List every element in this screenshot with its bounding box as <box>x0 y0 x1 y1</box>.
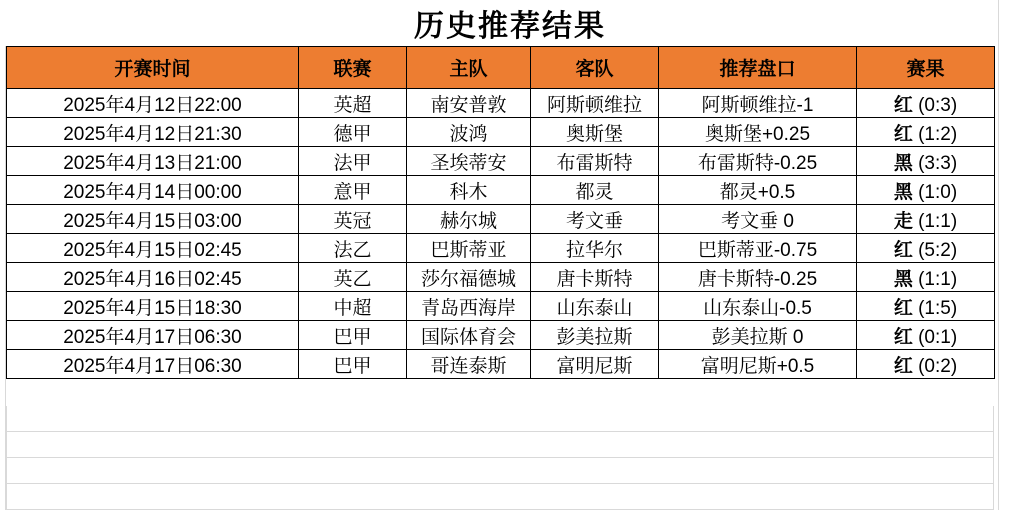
column-header-league: 联赛 <box>299 47 407 89</box>
result-score: (0:3) <box>918 94 958 116</box>
cell-result <box>857 234 995 263</box>
cell-away-team: 富明尼斯 <box>531 350 659 379</box>
bottom-margin <box>0 510 1020 514</box>
table-row <box>7 118 995 147</box>
cell-away-team: 彭美拉斯 <box>531 321 659 350</box>
history-results-table <box>6 46 995 379</box>
cell-league: 中超 <box>299 292 407 321</box>
cell-league: 英超 <box>299 89 407 118</box>
cell-result <box>857 263 995 292</box>
cell-league: 英乙 <box>299 263 407 292</box>
cell-result <box>857 147 995 176</box>
cell-home-team: 哥连泰斯 <box>407 350 531 379</box>
cell-line: 考文垂 0 <box>659 205 857 234</box>
result-score: (0:1) <box>918 326 958 348</box>
cell-home-team: 圣埃蒂安 <box>407 147 531 176</box>
cell-away-team: 唐卡斯特 <box>531 263 659 292</box>
table-row <box>7 350 995 379</box>
result-label: 红 <box>893 123 913 145</box>
cell-home-team: 国际体育会 <box>407 321 531 350</box>
cell-league: 德甲 <box>299 118 407 147</box>
cell-league: 法乙 <box>299 234 407 263</box>
empty-row <box>7 432 993 458</box>
cell-result <box>857 89 995 118</box>
cell-time: 2025年4月13日21:00 <box>7 147 299 176</box>
cell-away-team: 奥斯堡 <box>531 118 659 147</box>
cell-line: 唐卡斯特-0.25 <box>659 263 857 292</box>
cell-league: 意甲 <box>299 176 407 205</box>
table-row <box>7 263 995 292</box>
table-row <box>7 292 995 321</box>
column-header-away-team: 客队 <box>531 47 659 89</box>
column-header-home-team: 主队 <box>407 47 531 89</box>
cell-league: 英冠 <box>299 205 407 234</box>
cell-time: 2025年4月17日06:30 <box>7 350 299 379</box>
table-row <box>7 321 995 350</box>
cell-home-team: 莎尔福德城 <box>407 263 531 292</box>
table-row <box>7 234 995 263</box>
result-score: (5:2) <box>918 239 958 261</box>
cell-away-team: 阿斯顿维拉 <box>531 89 659 118</box>
cell-line: 巴斯蒂亚-0.75 <box>659 234 857 263</box>
title-row <box>0 0 1020 46</box>
cell-time: 2025年4月15日18:30 <box>7 292 299 321</box>
table-body <box>7 89 995 379</box>
cell-league: 巴甲 <box>299 321 407 350</box>
cell-home-team: 巴斯蒂亚 <box>407 234 531 263</box>
cell-result <box>857 205 995 234</box>
right-margin-column <box>998 46 1020 510</box>
cell-time: 2025年4月16日02:45 <box>7 263 299 292</box>
empty-row <box>7 406 993 432</box>
result-label: 黑 <box>893 268 913 290</box>
cell-line: 都灵+0.5 <box>659 176 857 205</box>
cell-away-team: 考文垂 <box>531 205 659 234</box>
result-label: 红 <box>893 355 913 377</box>
cell-home-team: 南安普敦 <box>407 89 531 118</box>
result-score: (1:5) <box>918 297 958 319</box>
title-row-right-blank-cell <box>998 0 1020 46</box>
cell-result <box>857 350 995 379</box>
cell-league: 巴甲 <box>299 350 407 379</box>
empty-row <box>7 458 993 484</box>
cell-home-team: 青岛西海岸 <box>407 292 531 321</box>
cell-line: 彭美拉斯 0 <box>659 321 857 350</box>
cell-league: 法甲 <box>299 147 407 176</box>
cell-line: 富明尼斯+0.5 <box>659 350 857 379</box>
result-label: 红 <box>893 94 913 116</box>
column-header-time: 开赛时间 <box>7 47 299 89</box>
cell-away-team: 都灵 <box>531 176 659 205</box>
result-label: 走 <box>893 210 913 232</box>
result-label: 红 <box>893 239 913 261</box>
table-header-row <box>7 47 995 89</box>
cell-result <box>857 118 995 147</box>
result-score: (1:0) <box>918 181 958 203</box>
cell-away-team: 山东泰山 <box>531 292 659 321</box>
result-score: (1:1) <box>918 268 958 290</box>
cell-line: 布雷斯特-0.25 <box>659 147 857 176</box>
table-row <box>7 205 995 234</box>
result-label: 黑 <box>893 181 913 203</box>
table-row <box>7 89 995 118</box>
table-row <box>7 176 995 205</box>
cell-time: 2025年4月12日21:30 <box>7 118 299 147</box>
cell-time: 2025年4月12日22:00 <box>7 89 299 118</box>
cell-home-team: 波鸿 <box>407 118 531 147</box>
empty-row <box>7 484 993 510</box>
cell-result <box>857 321 995 350</box>
column-header-recommended-line: 推荐盘口 <box>659 47 857 89</box>
cell-time: 2025年4月17日06:30 <box>7 321 299 350</box>
cell-line: 阿斯顿维拉-1 <box>659 89 857 118</box>
cell-result <box>857 292 995 321</box>
column-header-result: 赛果 <box>857 47 995 89</box>
result-score: (0:2) <box>918 355 958 377</box>
empty-rows-area <box>6 406 994 510</box>
cell-home-team: 赫尔城 <box>407 205 531 234</box>
table-row <box>7 147 995 176</box>
result-label: 红 <box>893 326 913 348</box>
cell-line: 山东泰山-0.5 <box>659 292 857 321</box>
cell-away-team: 拉华尔 <box>531 234 659 263</box>
cell-home-team: 科木 <box>407 176 531 205</box>
cell-time: 2025年4月14日00:00 <box>7 176 299 205</box>
cell-line: 奥斯堡+0.25 <box>659 118 857 147</box>
result-score: (3:3) <box>918 152 958 174</box>
result-label: 红 <box>893 297 913 319</box>
result-score: (1:2) <box>918 123 958 145</box>
result-score: (1:1) <box>918 210 958 232</box>
page-title: 历史推荐结果 <box>414 10 606 43</box>
cell-result <box>857 176 995 205</box>
cell-away-team: 布雷斯特 <box>531 147 659 176</box>
cell-time: 2025年4月15日02:45 <box>7 234 299 263</box>
result-label: 黑 <box>893 152 913 174</box>
cell-time: 2025年4月15日03:00 <box>7 205 299 234</box>
